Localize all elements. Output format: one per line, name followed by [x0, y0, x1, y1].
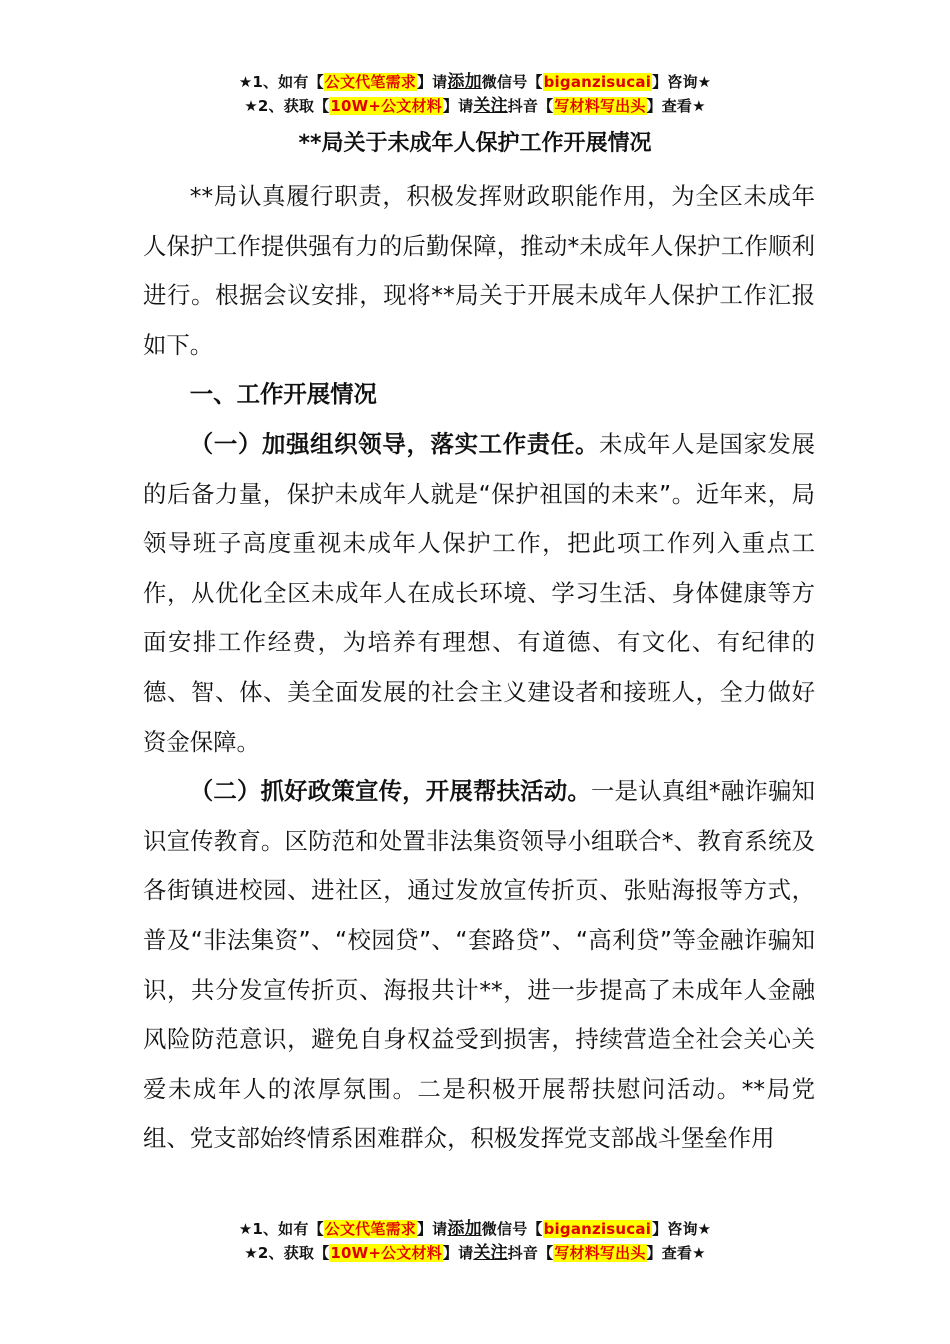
banner-text: 】查看★: [646, 1244, 706, 1262]
banner-text: 】请: [442, 97, 474, 115]
banner-line-2: [0, 1241, 950, 1265]
banner-line-1: [0, 70, 950, 94]
banner-text: 】咨询★: [652, 1220, 712, 1238]
banner-text: 抖音【: [507, 97, 554, 115]
banner-text: 微信号【: [481, 1220, 543, 1238]
banner-line-1: [0, 1217, 950, 1241]
banner-text: ★2、获取【: [244, 97, 330, 115]
subsection-text: 一是认真组*融诈骗知识宣传教育。区防范和处置非法集资领导小组联合*、教育系统及各街镇进校园、进社区，通过发放宣传折页、张贴海报等方式，普及“非法集资”、“校园贷”、“套路贷”、“高利贷”等金融诈骗知识，共分发宣传折页、海报共计**，进一步提高了未成年人金融风险防范意识，避免自身权益受到损害，持续营造全社会关心关爱未成年人的浓厚氛围。二是积极开展帮扶慰问活动。**局党组、党支部始终情系困难群众，积极发挥党支部战斗堡垒作用: [143, 777, 815, 1153]
subsection-text: 未成年人是国家发展的后备力量，保护未成年人就是“保护祖国的未来”。近年来，局领导班子高度重视未成年人保护工作，把此项工作列入重点工作，从优化全区未成年人在成长环境、学习生活、身体健康等方面安排工作经费，为培养有理想、有道德、有文化、有纪律的德、智、体、美全面发展的社会主义建设者和接班人，全力做好资金保障。: [143, 429, 816, 756]
banner-text: 】请: [416, 73, 448, 91]
banner-underlined: 关注: [473, 96, 508, 116]
subsection-heading: （一）加强组织领导，落实工作责任。: [189, 429, 600, 458]
header-banner: [0, 70, 950, 118]
banner-underlined: 添加: [447, 72, 482, 92]
document-body: [143, 172, 815, 1164]
banner-underlined: 关注: [473, 1243, 508, 1263]
banner-text: 抖音【: [507, 1244, 554, 1262]
banner-text: 微信号【: [481, 73, 543, 91]
intro-paragraph: **局认真履行职责，积极发挥财政职能作用，为全区未成年人保护工作提供强有力的后勤保障，推动*未成年人保护工作顺利进行。根据会议安排，现将**局关于开展未成年人保护工作汇报如下。: [143, 182, 815, 359]
banner-highlight: 写材料写出头: [554, 1244, 646, 1262]
banner-highlight: 10W+公文材料: [330, 97, 442, 115]
banner-text: 】请: [416, 1220, 448, 1238]
footer-banner: [0, 1217, 950, 1265]
banner-highlight: 公文代笔需求: [324, 1220, 416, 1238]
banner-text: 】请: [442, 1244, 474, 1262]
subsection-paragraph-2: [143, 767, 815, 1164]
subsection-paragraph-1: [143, 420, 815, 767]
banner-text: ★2、获取【: [244, 1244, 330, 1262]
section-heading: 一、工作开展情况: [189, 380, 377, 409]
banner-line-2: [0, 94, 950, 118]
banner-text: 】咨询★: [652, 73, 712, 91]
banner-highlight: 公文代笔需求: [324, 73, 416, 91]
banner-underlined: 添加: [447, 1219, 482, 1239]
banner-highlight: biganzisucai: [543, 73, 652, 91]
banner-highlight: 写材料写出头: [554, 97, 646, 115]
banner-highlight: 10W+公文材料: [330, 1244, 442, 1262]
banner-text: 】查看★: [646, 97, 706, 115]
banner-highlight: biganzisucai: [543, 1220, 652, 1238]
banner-text: ★1、如有【: [238, 1220, 324, 1238]
banner-text: ★1、如有【: [238, 73, 324, 91]
document-title: **局关于未成年人保护工作开展情况: [298, 131, 652, 156]
subsection-heading: （二）抓好政策宣传，开展帮扶活动。: [189, 777, 591, 806]
